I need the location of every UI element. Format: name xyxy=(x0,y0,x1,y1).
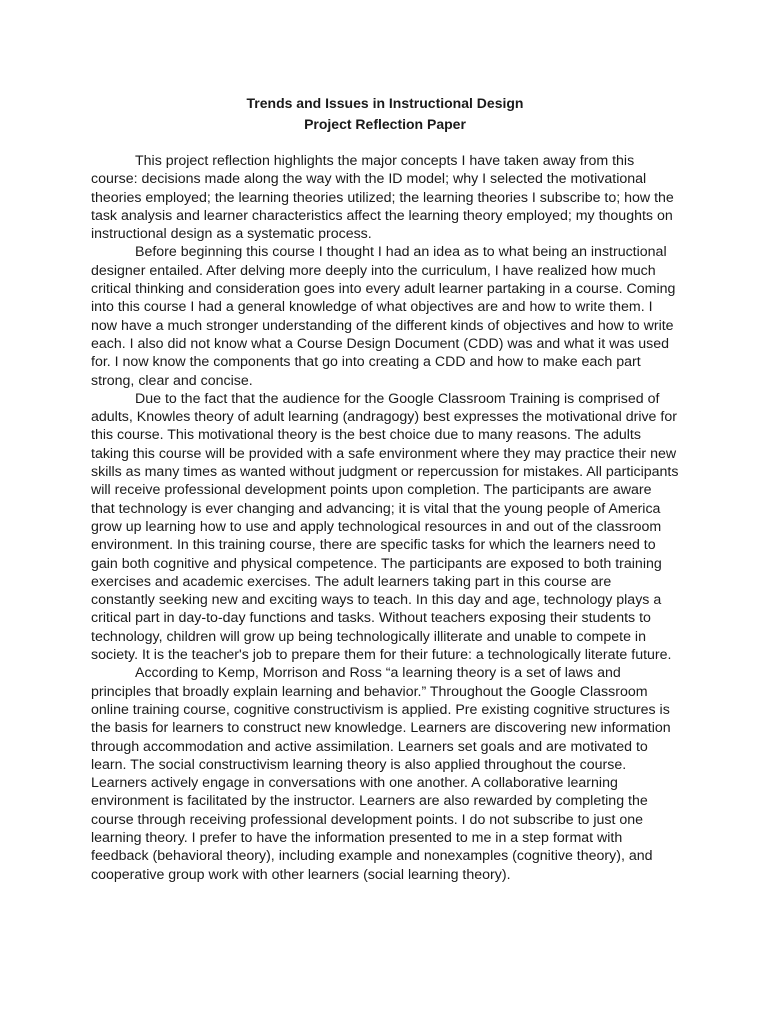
paragraph-intro: This project reflection highlights the major concepts I have taken away from this course: decisions made along the way with the ID model; why I selected the motivational theories employed; the learning theories utilized; the learning theories I subscribe to; how the task analysis and learner characteristics affect the learning theory employed; my thoughts on instructional design as a systematic process. xyxy=(91,153,674,243)
paragraph-learning-theory: According to Kemp, Morrison and Ross “a learning theory is a set of laws and principles that broadly explain learning and behavior.” Throughout the Google Classroom online training course, cognitive constructivism is applied. Pre existing cognitive structures is the basis for learners to construct new knowledge. Learners are discovering new information through accommodation and active assimilation. Learners set goals and are motivated to learn. The social constructivism learning theory is also applied throughout the course. Learners actively engage in conversations with one another. A collaborative learning environment is facilitated by the instructor. Learners are also rewarded by completing the course through receiving professional development points. I do not subscribe to just one learning theory. I prefer to have the information presented to me in a step format with feedback (behavioral theory), including example and nonexamples (cognitive theory), and cooperative group work with other learners (social learning theory). xyxy=(91,665,671,883)
paragraph-before-course: Before beginning this course I thought I had an idea as to what being an instructional designer entailed. After delving more deeply into the curriculum, I have realized how much critical thinking and consideration goes into every adult learner partaking in a course. Coming into this course I had a general knowledge of what objectives are and how to write them. I now have a much stronger understanding of the different kinds of objectives and how to write each. I also did not know what a Course Design Document (CDD) was and what it was used for. I now know the components that go into creating a CDD and how to make each part strong, clear and concise. xyxy=(91,244,676,389)
paragraph-motivational-theory: Due to the fact that the audience for the Google Classroom Training is comprised of adults, Knowles theory of adult learning (andragogy) best expresses the motivational drive for this course. This motivational theory is the best choice due to many reasons. The adults taking this course will be provided with a safe environment where they may practice their new skills as many times as wanted without judgment or repercussion for mistakes. All participants will receive professional development points upon completion. The participants are aware that technology is ever changing and advancing; it is vital that the young people of America grow up learning how to use and apply technological resources in and out of the classroom environment. In this training course, there are specific tasks for which the learners need to gain both cognitive and physical competence. The participants are exposed to both training exercises and academic exercises. The adult learners taking part in this course are constantly seeking new and exciting ways to teach. In this day and age, technology plays a critical part in day-to-day functions and tasks. Without teachers exposing their students to technology, children will grow up being technologically illiterate and unable to compete in society. It is the teacher's job to prepare them for their future: a technologically literate future. xyxy=(91,390,679,664)
document-subtitle: Project Reflection Paper xyxy=(304,116,466,132)
document-title: Trends and Issues in Instructional Design xyxy=(246,95,524,111)
document-body xyxy=(91,93,679,884)
